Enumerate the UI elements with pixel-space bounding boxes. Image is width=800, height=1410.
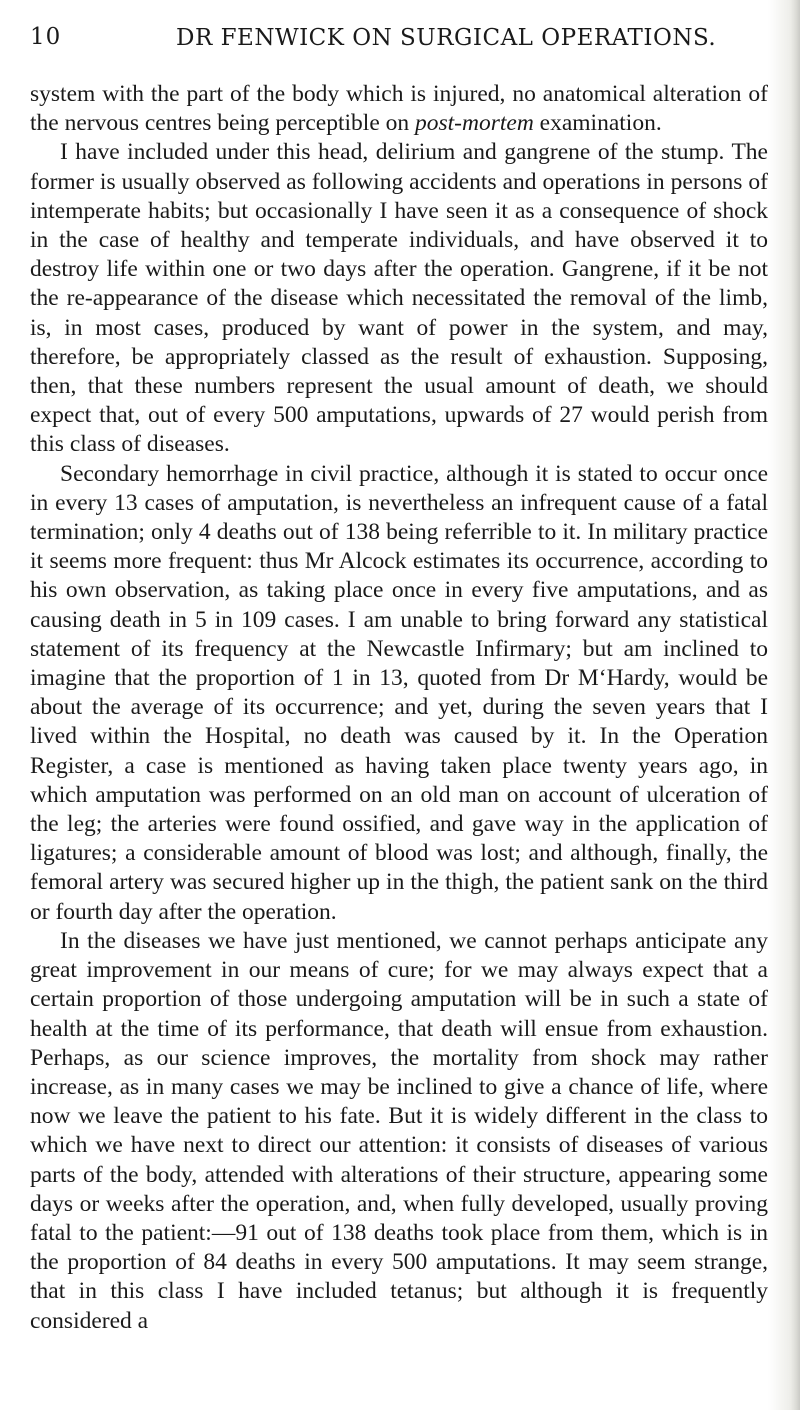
paragraph-text: examination.: [533, 110, 662, 137]
paragraph-continuation: [30, 80, 768, 138]
running-title: DR FENWICK ON SURGICAL OPERATIONS.: [176, 25, 717, 51]
paragraph: I have included under this head, delirium and gangrene of the stump. The former is usually observed as following accidents and operations in persons of intemperate habits; but occasionally I have seen it as a consequence of shock in the case of healthy and temperate individuals, and have observed it to destroy life within one or two days after the operation. Gangrene, if it be not the re-appearance of the disease which necessitated the removal of the limb, is, in most cases, produced by want of power in the system, and may, therefore, be appropriately classed as the result of exhaustion. Supposing, then, that these numbers represent the usual amount of death, we should expect that, out of every 500 amputations, upwards of 27 would perish from this class of diseases.: [30, 139, 768, 458]
page-edge-shadow: [790, 0, 800, 1410]
page-header: [24, 24, 780, 58]
paragraph-text: system with the part of the body which is injured, no anatomical alteration of the nervous centres being perceptible on: [30, 81, 768, 137]
body-text: [30, 80, 768, 1336]
italic-term: post-mortem: [415, 110, 534, 137]
page-number: 10: [30, 24, 62, 50]
paragraph: In the diseases we have just mentioned, we cannot perhaps anticipate any great improvement in our means of cure; for we may always expect that a certain proportion of those undergoing amputation will be in such a state of health at the time of its performance, that death will ensue from exhaustion. Perhaps, as our science improves, the mortality from shock may rather increase, as in many cases we may be inclined to give a chance of life, where now we leave the patient to his fate. But it is widely different in the class to which we have next to direct our attention: it consists of diseases of various parts of the body, attended with alterations of their structure, appearing some days or weeks after the operation, and, when fully developed, usually proving fatal to the patient:—91 out of 138 deaths took place from them, which is in the proportion of 84 deaths in every 500 amputations. It may seem strange, that in this class I have included tetanus; but although it is frequently considered a: [30, 927, 768, 1334]
paragraph: Secondary hemorrhage in civil practice, although it is stated to occur once in every 13 cases of amputation, is nevertheless an infrequent cause of a fatal termination; only 4 deaths out of 138 being referrible to it. In military practice it seems more frequent: thus Mr Alcock estimates its occurrence, according to his own observation, as taking place once in every five amputations, and as causing death in 5 in 109 cases. I am unable to bring forward any statistical statement of its frequency at the Newcastle Infirmary; but am inclined to imagine that the proportion of 1 in 13, quoted from Dr M‘Hardy, would be about the average of its occurrence; and yet, during the seven years that I lived within the Hospital, no death was caused by it. In the Operation Register, a case is mentioned as having taken place twenty years ago, in which amputation was performed on an old man on account of ulceration of the leg; the arteries were found ossified, and gave way in the application of ligatures; a considerable amount of blood was lost; and although, finally, the femoral artery was secured higher up in the thigh, the patient sank on the third or fourth day after the operation.: [30, 460, 768, 925]
